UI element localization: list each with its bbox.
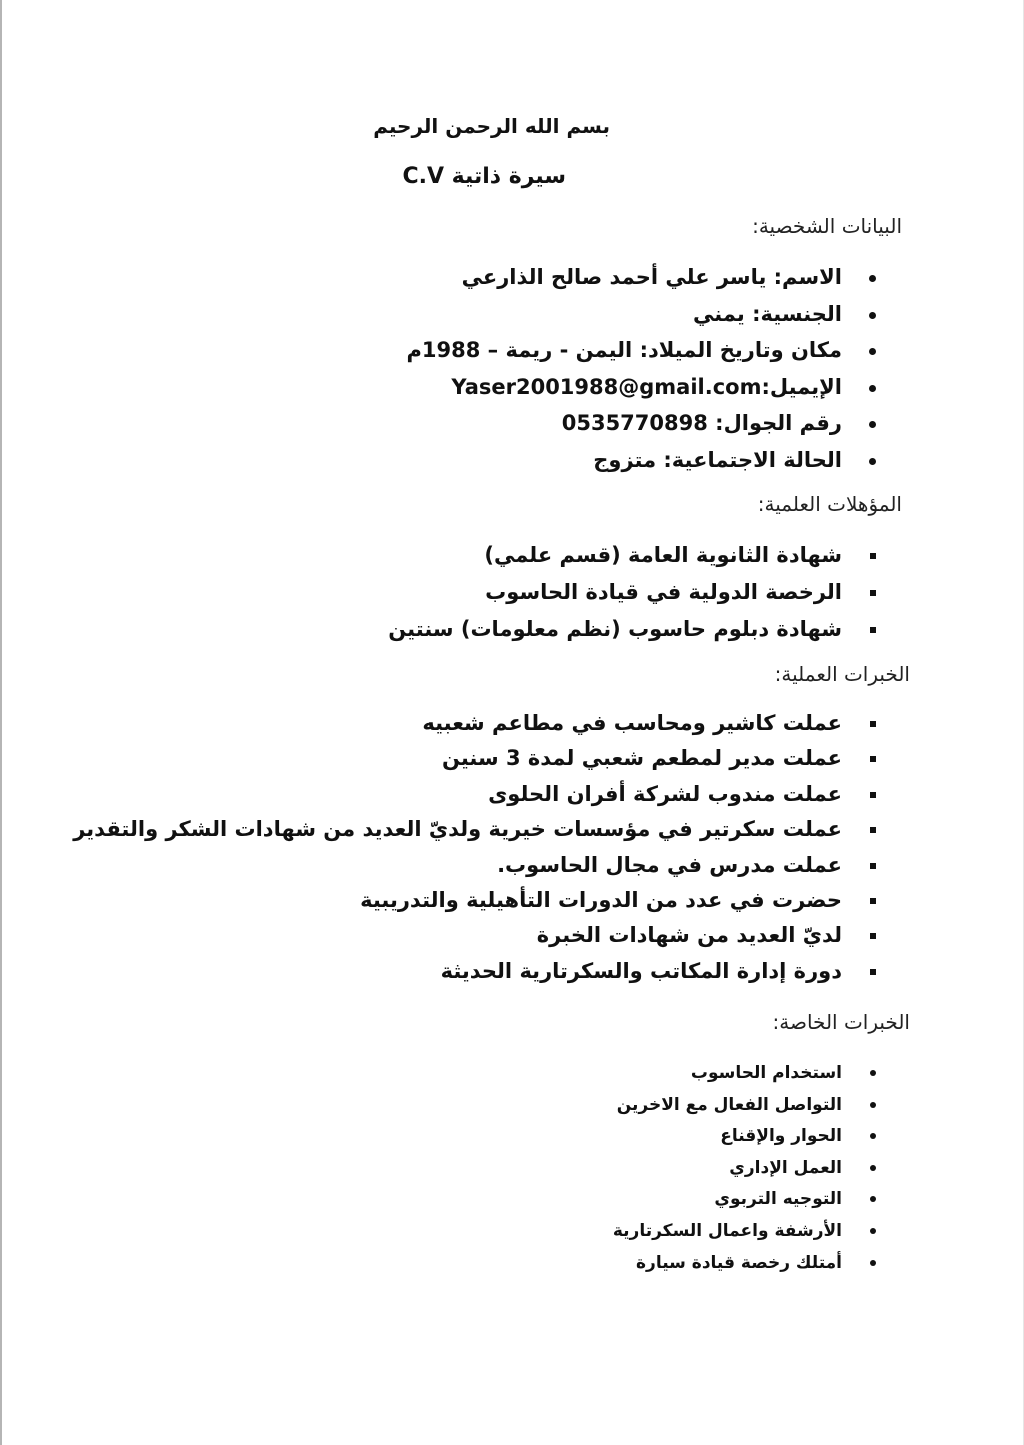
list-item <box>407 408 842 445</box>
list-item <box>613 1123 842 1155</box>
bullet-square-icon <box>870 827 876 833</box>
section-heading-personal: البيانات الشخصية: <box>752 214 902 238</box>
work-item: عملت مدرس في مجال الحاسوب. <box>497 852 842 877</box>
bullet-dot-icon <box>869 385 876 392</box>
list-item <box>73 708 842 743</box>
bullet-square-icon <box>870 590 876 596</box>
list-item <box>73 779 842 814</box>
work-experience-list <box>73 708 842 991</box>
list-item <box>388 614 842 651</box>
skill-item: أمتلك رخصة قيادة سيارة <box>636 1252 842 1273</box>
section-personal-info <box>82 214 902 472</box>
bullet-square-icon <box>870 756 876 762</box>
list-item <box>73 885 842 920</box>
personal-birth: مكان وتاريخ الميلاد: اليمن - ريمة – 1988م <box>406 338 842 362</box>
skill-item: التوجيه التربوي <box>714 1189 842 1210</box>
list-item <box>407 299 842 336</box>
basmala-heading: بسم الله الرحمن الرحيم <box>373 114 610 138</box>
list-item <box>73 920 842 955</box>
list-item <box>407 335 842 372</box>
work-item: دورة إدارة المكاتب والسكرتارية الحديثة <box>440 958 842 983</box>
list-item <box>407 372 842 409</box>
bullet-dot-icon <box>870 1165 876 1171</box>
personal-phone: رقم الجوال: 0535770898 <box>561 411 842 435</box>
section-heading-qualifications: المؤهلات العلمية: <box>757 492 902 516</box>
work-item: لديّ العديد من شهادات الخبرة <box>536 923 842 948</box>
bullet-dot-icon <box>870 1196 876 1202</box>
work-item: عملت مدير لمطعم شعبي لمدة 3 سنين <box>441 746 842 771</box>
bullet-dot-icon <box>869 312 876 319</box>
skill-item: العمل الإداري <box>729 1157 842 1178</box>
personal-nationality: الجنسية: يمني <box>693 301 842 326</box>
qualification-item: شهادة الثانوية العامة (قسم علمي) <box>484 543 842 567</box>
cv-title: سيرة ذاتية C.V <box>402 164 566 189</box>
bullet-square-icon <box>870 553 876 559</box>
bullet-dot-icon <box>869 348 876 355</box>
list-item <box>388 577 842 614</box>
section-qualifications <box>82 492 902 641</box>
list-item <box>388 540 842 577</box>
section-heading-skills: الخبرات الخاصة: <box>772 1010 910 1034</box>
qualification-item: الرخصة الدولية في قيادة الحاسوب <box>485 580 842 604</box>
section-special-skills <box>90 1010 910 1273</box>
work-item: عملت مندوب لشركة أفران الحلوى <box>488 781 842 806</box>
section-work-experience <box>73 662 910 983</box>
personal-name: الاسم: ياسر علي أحمد صالح الذارعي <box>461 265 842 289</box>
skill-item: الحوار والإقناع <box>720 1126 842 1147</box>
bullet-dot-icon <box>869 458 876 465</box>
special-skills-list <box>613 1060 842 1281</box>
bullet-square-icon <box>870 898 876 904</box>
personal-email: الإيميل:Yaser2001988@gmail.com <box>451 374 842 399</box>
bullet-square-icon <box>870 627 876 633</box>
qualifications-list <box>388 540 842 651</box>
bullet-dot-icon <box>870 1070 876 1076</box>
list-item <box>613 1186 842 1218</box>
bullet-square-icon <box>870 969 876 975</box>
work-item: حضرت في عدد من الدورات التأهيلية والتدريبية <box>360 887 842 912</box>
bullet-dot-icon <box>870 1133 876 1139</box>
section-heading-work: الخبرات العملية: <box>774 662 910 686</box>
personal-info-list <box>407 262 842 481</box>
bullet-dot-icon <box>870 1260 876 1266</box>
personal-marital-status: الحالة الاجتماعية: متزوج <box>593 447 842 472</box>
list-item <box>73 956 842 991</box>
bullet-dot-icon <box>870 1228 876 1234</box>
bullet-square-icon <box>870 721 876 727</box>
list-item <box>407 445 842 482</box>
list-item <box>73 814 842 849</box>
list-item <box>73 850 842 885</box>
skill-item: استخدام الحاسوب <box>690 1063 842 1083</box>
list-item <box>73 743 842 778</box>
bullet-square-icon <box>870 933 876 939</box>
list-item <box>613 1218 842 1250</box>
bullet-dot-icon <box>869 421 876 428</box>
bullet-square-icon <box>870 863 876 869</box>
skill-item: الأرشفة واعمال السكرتارية <box>612 1220 842 1241</box>
list-item <box>613 1060 842 1092</box>
list-item <box>613 1092 842 1124</box>
work-item: عملت سكرتير في مؤسسات خيرية ولديّ العديد من شهادات الشكر والتقدير <box>73 817 842 842</box>
list-item <box>613 1155 842 1187</box>
bullet-dot-icon <box>870 1102 876 1108</box>
bullet-square-icon <box>870 792 876 798</box>
work-item: عملت كاشير ومحاسب في مطاعم شعبيه <box>422 711 842 735</box>
qualification-item: شهادة دبلوم حاسوب (نظم معلومات) سنتين <box>388 617 842 641</box>
list-item <box>407 262 842 299</box>
bullet-dot-icon <box>869 275 876 282</box>
skill-item: التواصل الفعال مع الاخرين <box>616 1094 842 1115</box>
list-item <box>613 1250 842 1282</box>
